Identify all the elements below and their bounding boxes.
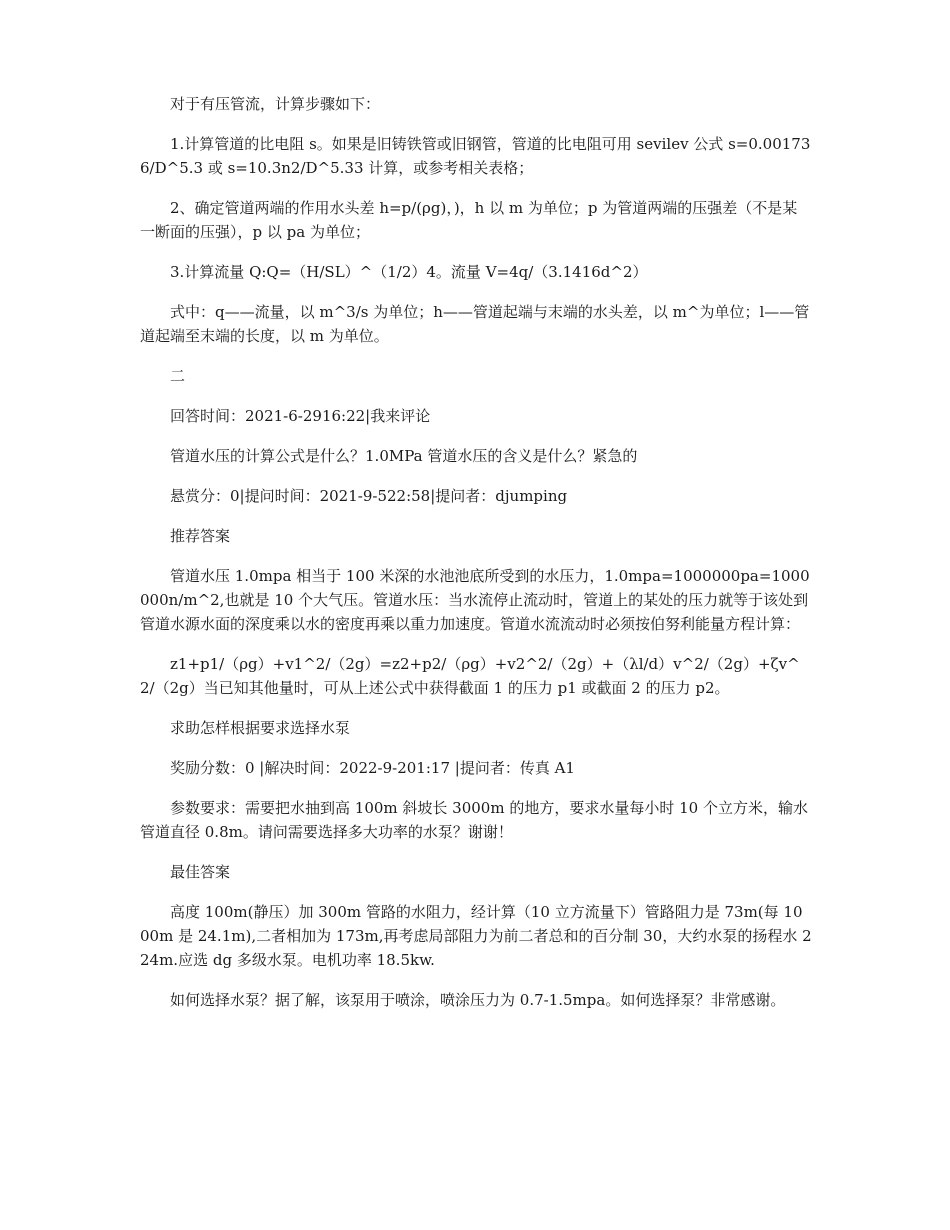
pump-requirements-paragraph: 参数要求：需要把水抽到高 100m 斜坡长 3000m 的地方，要求水量每小时 10 个立方米，输水管道直径 0.8m。请问需要选择多大功率的水泵？谢谢！: [140, 799, 808, 841]
pump-question-title: 求助怎样根据要求选择水泵: [170, 719, 351, 737]
best-answer-heading: 最佳答案: [170, 863, 231, 881]
spray-pump-question-paragraph: 如何选择水泵？据了解，该泵用于喷涂，喷涂压力为 0.7-1.5mpa。如何选择泵？非常感谢。: [170, 991, 786, 1009]
question-meta-line: 悬赏分：0|提问时间：2021-9-522:58|提问者：djumping: [170, 487, 568, 505]
document-body: [140, 92, 812, 1028]
step-1-paragraph: 1.计算管道的比电阻 s。如果是旧铸铁管或旧钢管，管道的比电阻可用 sevilev 公式 s=0.001736/D^5.3 或 s=10.3n2/D^5.33 计算，或参考相关表格；: [140, 135, 811, 177]
section-two-heading: 二: [170, 367, 186, 385]
intro-paragraph: 对于有压管流，计算步骤如下：: [170, 95, 381, 113]
pump-question-meta-line: 奖励分数：0 |解决时间：2022-9-201:17 |提问者：传真 A1: [170, 759, 575, 777]
step-3-paragraph: 3.计算流量 Q:Q=（H/SL）^（1/2）4。流量 V=4q/（3.1416d^2）: [170, 263, 648, 281]
step-2-paragraph: 2、确定管道两端的作用水头差 h=p/(ρg)，)，h 以 m 为单位；p 为管道两端的压强差（不是某一断面的压强），p 以 pa 为单位；: [140, 199, 798, 241]
answer-time-line: 回答时间：2021-6-2916:22|我来评论: [170, 407, 431, 425]
bernoulli-formula-paragraph: z1+p1/（ρg）+v1^2/（2g）=z2+p2/（ρg）+v2^2/（2g）+（λl/d）v^2/（2g）+ζv^2/（2g）当已知其他量时，可从上述公式中获得截面 1 的压力 p1 或截面 2 的压力 p2。: [140, 655, 800, 697]
question-title: 管道水压的计算公式是什么？1.0MPa 管道水压的含义是什么？紧急的: [170, 447, 638, 465]
recommended-answer-heading: 推荐答案: [170, 527, 231, 545]
formula-legend-paragraph: 式中：q——流量，以 m^3/s 为单位；h——管道起端与末端的水头差，以 m^为单位；l——管道起端至末端的长度，以 m 为单位。: [140, 303, 810, 345]
recommended-answer-paragraph: 管道水压 1.0mpa 相当于 100 米深的水池池底所受到的水压力，1.0mpa=1000000pa=1000000n/m^2,也就是 10 个大气压。管道水压：当水流停止流动时，管道上的某处的压力就等于该处到管道水源水面的深度乘以水的密度再乘以重力加速度。管道水流流动时必须按伯努利能量方程计算：: [140, 567, 810, 633]
best-answer-paragraph: 高度 100m(静压）加 300m 管路的水阻力，经计算（10 立方流量下）管路阻力是 73m(每 1000m 是 24.1m),二者相加为 173m,再考虑局部阻力为前二者总和的百分制 30，大约水泵的扬程水 224m.应选 dg 多级水泵。电机功率 18.5kw.: [140, 903, 812, 969]
